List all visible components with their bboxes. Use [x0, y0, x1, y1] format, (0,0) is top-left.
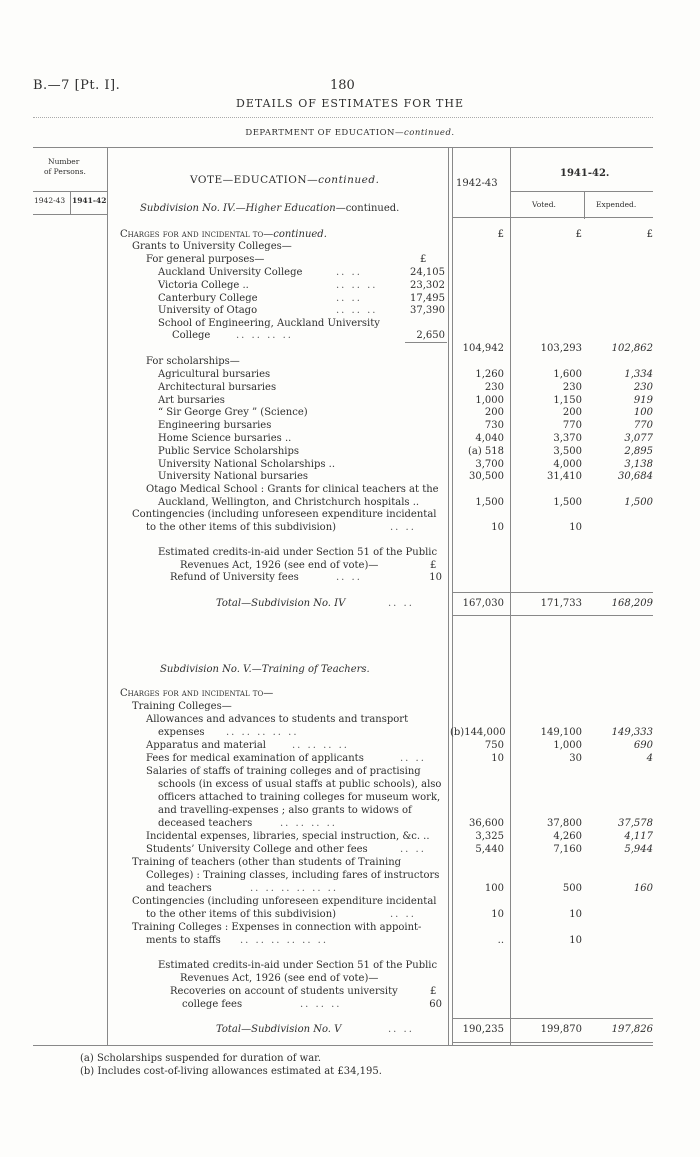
amount-1942: 3,700 — [475, 458, 504, 470]
leader-dots: .. .. — [336, 292, 362, 304]
line-text: Fees for medical examination of applicants — [146, 753, 364, 764]
amount: 30 — [569, 753, 582, 764]
line-text: to the other items of this subdivision) — [146, 522, 337, 533]
leader-dots: .. .. .. .. .. — [226, 727, 299, 738]
amount: 104,942 — [462, 343, 504, 354]
scholarship-name: University National bursaries — [158, 471, 309, 483]
amount-1942: 200 — [484, 407, 504, 419]
line-text: Recoveries on account of students university — [170, 986, 398, 997]
amount: 10 — [491, 753, 504, 764]
line-text: and teachers — [146, 883, 212, 894]
line-text: Colleges) : Training classes, including fares of instructors — [146, 870, 440, 881]
amount: 149,100 — [540, 727, 582, 738]
pound-sign: £ — [575, 229, 582, 240]
line-text: Training of teachers (other than students of Training — [132, 857, 402, 868]
leader-dots: .. .. — [390, 522, 416, 533]
amount-voted: 200 — [562, 407, 582, 419]
line-text: Contingencies (including unforeseen expenditure incidental — [132, 896, 437, 907]
scholarship-name: “ Sir George Grey ” (Science) — [158, 407, 308, 419]
leader-dots: .. .. .. — [336, 279, 378, 291]
amount: 5,440 — [475, 844, 504, 855]
line-text: Training Colleges— — [132, 701, 232, 712]
leader-dots: .. .. .. .. — [236, 330, 293, 341]
leader-dots: .. .. — [400, 753, 426, 764]
rule — [452, 1042, 653, 1043]
col-head-number: Number — [48, 157, 80, 166]
amount-voted: 31,410 — [547, 471, 582, 483]
column-rule — [584, 192, 585, 219]
page-title: DETAILS OF ESTIMATES FOR THE — [236, 97, 464, 110]
amount: 4,117 — [624, 831, 653, 842]
charges-heading: Charges for and incidental to— — [120, 688, 274, 699]
amount-expended: 3,077 — [624, 433, 653, 444]
line-text: Refund of University fees — [170, 572, 299, 583]
amount-1942: (a) 518 — [467, 445, 504, 457]
col-head-1942: 1942-43 — [456, 178, 498, 189]
scholarship-name: Public Service Scholarships — [158, 445, 299, 457]
line-text: deceased teachers — [158, 818, 253, 829]
leader-dots: .. .. .. .. .. .. — [250, 883, 339, 894]
amount: 103,293 — [540, 343, 582, 354]
leader-dots: .. .. — [390, 909, 416, 920]
line-text: schools (in excess of usual staffs at public schools), also — [158, 779, 442, 790]
leader-dots: .. .. — [400, 844, 426, 855]
inner-pound: £ — [430, 560, 437, 571]
col-head-y2: 1941-42 — [72, 196, 107, 205]
amount: 5,944 — [624, 844, 653, 855]
line-text: college fees — [182, 999, 243, 1010]
line-text: and travelling-expenses ; also grants to widows of — [158, 805, 412, 816]
line-text: Estimated credits-in-aid under Section 51 of the Public — [158, 547, 438, 558]
college-amount: 37,390 — [410, 305, 445, 317]
footnote-a: (a) Scholarships suspended for duration of war. — [80, 1053, 322, 1064]
line-text: officers attached to training colleges for museum work, — [158, 792, 441, 803]
table-bottom-rule — [33, 1045, 653, 1046]
amount-1942: 1,260 — [475, 369, 504, 380]
amount-voted: 1,600 — [553, 369, 582, 380]
amount: 4 — [646, 753, 653, 764]
college-name: Auckland University College — [158, 267, 303, 278]
line-text: For general purposes— — [146, 254, 265, 265]
amount-expended: 3,138 — [624, 458, 653, 470]
amount: 1,500 — [553, 497, 582, 508]
rule — [405, 342, 447, 343]
leader-dots: .. .. .. — [300, 999, 342, 1010]
scholarship-name: University National Scholarships .. — [158, 458, 336, 470]
amount: 1,500 — [475, 497, 504, 508]
inner-pound: £ — [430, 986, 437, 997]
line-text: School of Engineering, Auckland University — [158, 318, 380, 329]
amount: 4,260 — [553, 831, 582, 842]
line-text: ments to staffs — [146, 935, 221, 946]
college-amount: 24,105 — [410, 267, 445, 278]
amount-expended: 919 — [633, 394, 653, 406]
amount-expended: 30,684 — [618, 471, 653, 483]
amount-voted: 1,150 — [553, 394, 582, 406]
amount: 7,160 — [553, 844, 582, 855]
total-label: Total—Subdivision No. V — [216, 1024, 342, 1035]
charges-heading: Charges for and incidental to—continued. — [120, 229, 327, 240]
leader-dots: .. .. .. .. — [280, 818, 337, 829]
col-head-expended: Expended. — [596, 200, 637, 209]
amount-voted: 770 — [562, 420, 582, 432]
amount: 750 — [484, 740, 504, 751]
amount-voted: 3,370 — [553, 433, 582, 444]
footnote-b: (b) Includes cost-of-living allowances estimated at £34,195. — [80, 1066, 382, 1077]
subdivision-heading: Subdivision No. IV.—Higher Education—continued. — [140, 203, 400, 214]
divider — [33, 117, 653, 118]
rule — [33, 191, 107, 192]
amount: 10 — [491, 522, 504, 533]
amount: (b)144,000 — [450, 727, 506, 738]
line-text: Training Colleges : Expenses in connection with appoint- — [132, 922, 422, 933]
col-head-persons: of Persons. — [44, 167, 86, 176]
amount: 10 — [491, 909, 504, 920]
line-text: to the other items of this subdivision) — [146, 909, 337, 920]
rule — [452, 1018, 653, 1019]
total-amount: 199,870 — [540, 1024, 582, 1035]
total-amount: 167,030 — [462, 598, 504, 609]
vote-heading: VOTE—EDUCATION—continued. — [190, 174, 380, 186]
amount: 500 — [562, 883, 582, 894]
college-name: Victoria College .. — [158, 279, 249, 291]
amount: 10 — [569, 522, 582, 533]
rule — [452, 592, 653, 593]
column-rule — [448, 147, 449, 1045]
total-label: Total—Subdivision No. IV — [216, 598, 346, 609]
report-reference: B.—7 [Pt. I]. — [33, 78, 121, 93]
leader-dots: .. .. — [336, 572, 362, 583]
line-text: College — [172, 330, 211, 341]
amount: 149,333 — [611, 727, 653, 738]
line-text: Grants to University Colleges— — [132, 241, 292, 252]
column-rule — [107, 147, 108, 1045]
amount-voted: 230 — [562, 381, 582, 393]
rule — [33, 214, 107, 215]
total-amount: 168,209 — [611, 598, 653, 609]
college-name: University of Otago — [158, 305, 258, 317]
amount-1942: 4,040 — [475, 433, 504, 444]
pound-sign: £ — [497, 229, 504, 240]
leader-dots: .. .. .. .. — [292, 740, 349, 751]
line-text: Incidental expenses, libraries, special instruction, &c. .. — [146, 831, 430, 842]
subdivision-heading: Subdivision No. V.—Training of Teachers. — [160, 664, 370, 675]
amount-1942: 1,000 — [475, 394, 504, 406]
rule — [452, 615, 653, 616]
scholarship-name: Home Science bursaries .. — [158, 433, 292, 444]
pound-sign: £ — [646, 229, 653, 240]
col-head-voted: Voted. — [532, 200, 556, 209]
amount: 2,650 — [416, 330, 445, 341]
scholarship-name: Art bursaries — [158, 394, 225, 406]
amount-expended: 2,895 — [624, 445, 653, 457]
amount: 37,800 — [547, 818, 582, 829]
amount-1942: 230 — [484, 381, 504, 393]
amount-expended: 230 — [633, 381, 653, 393]
amount: 102,862 — [611, 343, 653, 354]
table-top-rule — [33, 147, 653, 148]
amount: 1,500 — [624, 497, 653, 508]
page-subtitle: DEPARTMENT OF EDUCATION—continued. — [245, 128, 455, 138]
amount-expended: 1,334 — [624, 369, 653, 380]
col-head-y1: 1942-43 — [34, 196, 66, 205]
amount: 10 — [569, 935, 582, 946]
amount-1942: 730 — [484, 420, 504, 432]
leader-dots: .. .. — [336, 267, 362, 278]
line-text: expenses — [158, 727, 205, 738]
line-text: Salaries of staffs of training colleges and of practising — [146, 766, 421, 777]
scholarship-name: Architectural bursaries — [158, 381, 277, 393]
college-amount: 23,302 — [410, 279, 445, 291]
amount: 100 — [484, 883, 504, 894]
line-text: Revenues Act, 1926 (see end of vote)— — [180, 560, 379, 571]
amount-1942: 30,500 — [469, 471, 504, 483]
amount: 60 — [429, 999, 442, 1010]
column-rule — [510, 147, 511, 1045]
amount: 3,325 — [475, 831, 504, 842]
rule — [452, 217, 653, 218]
leader-dots: .. .. — [388, 598, 414, 609]
line-text: For scholarships— — [146, 356, 240, 367]
amount: 37,578 — [618, 818, 653, 829]
line-text: Apparatus and material — [146, 740, 266, 751]
leader-dots: .. .. — [388, 1024, 414, 1035]
line-text: Otago Medical School : Grants for clinical teachers at the — [146, 484, 439, 495]
column-rule — [70, 192, 71, 214]
col-head-1941: 1941-42. — [560, 168, 610, 179]
total-amount: 197,826 — [611, 1024, 653, 1035]
line-text: Contingencies (including unforeseen expenditure incidental — [132, 509, 437, 520]
page-number: 180 — [330, 78, 355, 93]
amount: .. — [497, 935, 504, 946]
college-amount: 17,495 — [410, 292, 445, 304]
leader-dots: .. .. .. .. .. .. — [240, 935, 329, 946]
inner-pound: £ — [420, 254, 427, 265]
amount: 690 — [633, 740, 653, 751]
amount: 36,600 — [469, 818, 504, 829]
amount: 160 — [633, 883, 653, 894]
amount-voted: 3,500 — [553, 445, 582, 457]
amount: 1,000 — [553, 740, 582, 751]
scholarship-name: Agricultural bursaries — [158, 369, 271, 380]
line-text: Revenues Act, 1926 (see end of vote)— — [180, 973, 379, 984]
amount-expended: 770 — [633, 420, 653, 432]
leader-dots: .. .. .. — [336, 305, 378, 317]
amount: 10 — [429, 572, 442, 583]
scholarship-name: Engineering bursaries — [158, 420, 272, 432]
total-amount: 171,733 — [540, 598, 582, 609]
amount-expended: 100 — [633, 407, 653, 419]
rule — [510, 191, 653, 192]
line-text: Allowances and advances to students and transport — [146, 714, 409, 725]
amount: 10 — [569, 909, 582, 920]
line-text: Students’ University College and other fees — [146, 844, 368, 855]
line-text: Estimated credits-in-aid under Section 51 of the Public — [158, 960, 438, 971]
amount-voted: 4,000 — [553, 458, 582, 470]
total-amount: 190,235 — [462, 1024, 504, 1035]
college-name: Canterbury College — [158, 292, 258, 304]
line-text: Auckland, Wellington, and Christchurch hospitals .. — [158, 497, 420, 508]
